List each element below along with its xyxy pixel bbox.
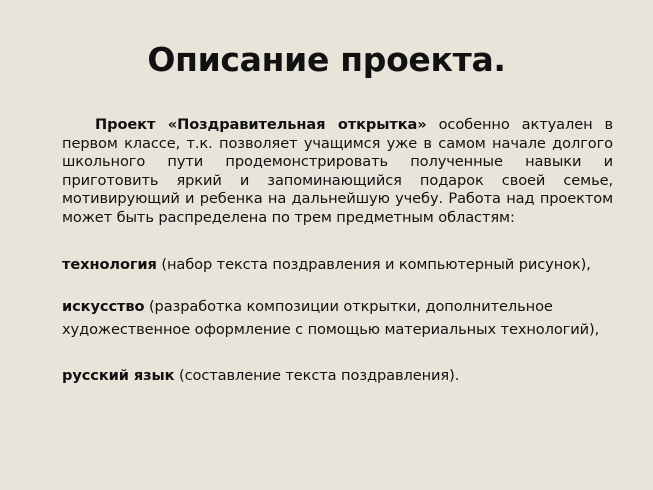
intro-text: особенно актуален в первом классе, т.к. позволяет учащимся уже в самом начале долгого школьного пути продемонстрировать полученные навыки и приготовить яркий и запоминающийся подарок своей семье, мотивирующий и ребенка на дальнейшую учебу. Работа над проектом может быть распределена по трем предметным областям: [62, 116, 614, 226]
subject-name: искусство [62, 298, 145, 315]
subject-area-technology [62, 256, 613, 275]
subject-description: художественное оформление с помощью материальных технологий), [62, 321, 600, 338]
subject-name: русский язык [62, 367, 175, 384]
subject-area-art-continued [62, 321, 613, 340]
subject-area-art [62, 298, 613, 317]
project-name: Проект «Поздравительная открытка» [95, 116, 427, 133]
subject-description: (набор текста поздравления и компьютерный рисунок), [156, 256, 591, 273]
slide-title: Описание проекта. [147, 40, 506, 79]
intro-paragraph [62, 116, 613, 227]
subject-area-russian [62, 367, 613, 386]
subject-description: (разработка композиции открытки, дополнительное [144, 298, 553, 315]
subject-description: (составление текста поздравления). [174, 367, 460, 384]
subject-name: технология [62, 256, 157, 273]
